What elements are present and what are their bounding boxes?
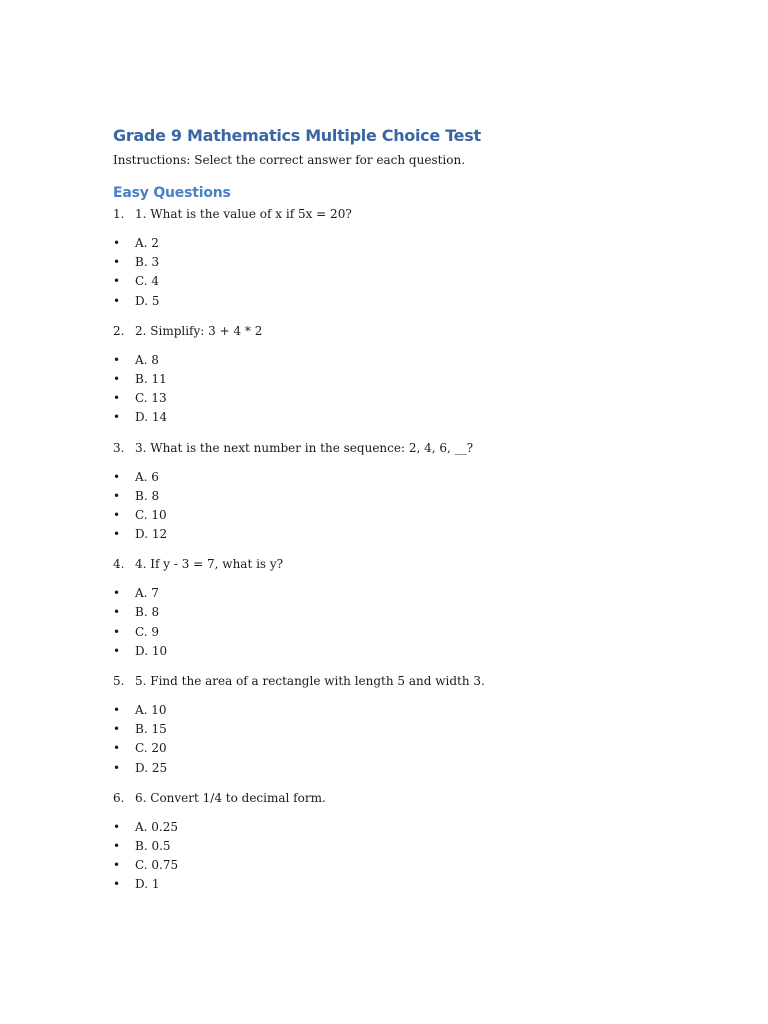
question-text: 1. What is the value of x if 5x = 20? xyxy=(135,207,352,221)
option-item xyxy=(113,603,673,622)
option-item xyxy=(113,487,673,506)
bullet-icon: • xyxy=(113,703,121,717)
option-label: B. 3 xyxy=(135,255,160,270)
bullet-icon: • xyxy=(113,877,121,892)
option-label: D. 1 xyxy=(135,877,160,892)
bullet-icon: • xyxy=(113,507,121,522)
option-list xyxy=(113,701,673,778)
option-label: B. 8 xyxy=(135,488,160,503)
bullet-icon: • xyxy=(113,371,121,386)
question-block-6 xyxy=(113,788,673,895)
option-item xyxy=(113,370,673,389)
bullet-icon: • xyxy=(113,643,121,658)
option-label: D. 25 xyxy=(135,760,168,775)
bullet-icon: • xyxy=(113,858,121,873)
option-item xyxy=(113,759,673,778)
option-label: B. 0.5 xyxy=(135,838,171,853)
bullet-icon: • xyxy=(113,838,121,853)
bullet-icon: • xyxy=(113,624,121,639)
question-number: 3. xyxy=(113,440,125,455)
question-number: 6. xyxy=(113,790,125,805)
question-number: 4. xyxy=(113,557,125,572)
option-item xyxy=(113,642,673,661)
option-label: A. 7 xyxy=(135,586,159,601)
bullet-icon: • xyxy=(113,819,121,834)
question-block-5 xyxy=(113,671,673,778)
bullet-icon: • xyxy=(113,488,121,503)
document-title: Grade 9 Mathematics Multiple Choice Test xyxy=(113,126,481,145)
bullet-icon: • xyxy=(113,469,121,484)
document-page xyxy=(113,124,673,905)
option-label: C. 0.75 xyxy=(135,858,179,873)
question-3 xyxy=(113,438,673,458)
option-item xyxy=(113,837,673,856)
bullet-icon: • xyxy=(113,586,121,601)
option-label: C. 10 xyxy=(135,507,167,522)
option-label: B. 15 xyxy=(135,722,167,737)
bullet-icon: • xyxy=(113,274,121,289)
question-block-2 xyxy=(113,321,673,428)
question-text: 5. Find the area of a rectangle with length 5 and width 3. xyxy=(135,674,485,688)
bullet-icon: • xyxy=(113,255,121,270)
question-list xyxy=(113,204,673,895)
option-list xyxy=(113,234,673,311)
option-label: B. 8 xyxy=(135,605,160,620)
option-item xyxy=(113,701,673,720)
bullet-icon: • xyxy=(113,410,121,425)
question-6 xyxy=(113,788,673,808)
bullet-icon: • xyxy=(113,293,121,308)
option-label: C. 20 xyxy=(135,741,167,756)
question-block-1 xyxy=(113,204,673,311)
question-5 xyxy=(113,671,673,691)
bullet-icon: • xyxy=(113,391,121,406)
option-label: C. 13 xyxy=(135,391,167,406)
bullet-icon: • xyxy=(113,527,121,542)
question-text: 4. If y - 3 = 7, what is y? xyxy=(135,557,284,572)
option-list xyxy=(113,818,673,895)
question-number: 2. xyxy=(113,323,125,338)
option-item xyxy=(113,351,673,370)
bullet-icon: • xyxy=(113,605,121,620)
bullet-icon: • xyxy=(113,760,121,775)
question-text: 2. Simplify: 3 + 4 * 2 xyxy=(135,323,263,338)
bullet-icon: • xyxy=(113,741,121,756)
option-label: D. 10 xyxy=(135,643,168,658)
option-label: D. 14 xyxy=(135,410,168,425)
question-number: 5. xyxy=(113,674,125,688)
option-label: A. 2 xyxy=(135,236,159,250)
instructions-text: Instructions: Select the correct answer for each question. xyxy=(113,153,466,167)
question-block-3 xyxy=(113,438,673,545)
question-2 xyxy=(113,321,673,341)
option-item xyxy=(113,875,673,894)
option-item xyxy=(113,272,673,291)
option-label: D. 5 xyxy=(135,293,160,308)
section-heading-easy: Easy Questions xyxy=(113,185,231,201)
bullet-icon: • xyxy=(113,352,121,367)
option-label: A. 6 xyxy=(135,469,159,484)
option-item xyxy=(113,739,673,758)
option-label: A. 0.25 xyxy=(135,819,179,834)
option-list xyxy=(113,584,673,661)
bullet-icon: • xyxy=(113,236,121,250)
option-list xyxy=(113,351,673,428)
option-item xyxy=(113,584,673,603)
question-4 xyxy=(113,554,673,574)
option-item xyxy=(113,292,673,311)
option-item xyxy=(113,525,673,544)
option-item xyxy=(113,506,673,525)
option-label: B. 11 xyxy=(135,371,167,386)
bullet-icon: • xyxy=(113,722,121,737)
option-label: A. 8 xyxy=(135,352,159,367)
question-text: 3. What is the next number in the sequence: 2, 4, 6, __? xyxy=(135,440,474,455)
option-item xyxy=(113,408,673,427)
option-item xyxy=(113,468,673,487)
option-item xyxy=(113,818,673,837)
question-1 xyxy=(113,204,673,224)
option-list xyxy=(113,468,673,545)
option-label: C. 4 xyxy=(135,274,160,289)
question-block-4 xyxy=(113,554,673,661)
option-label: C. 9 xyxy=(135,624,160,639)
option-item xyxy=(113,856,673,875)
option-item xyxy=(113,389,673,408)
option-item xyxy=(113,623,673,642)
question-number: 1. xyxy=(113,207,125,221)
option-label: D. 12 xyxy=(135,527,168,542)
option-item xyxy=(113,234,673,253)
option-label: A. 10 xyxy=(135,703,167,717)
option-item xyxy=(113,253,673,272)
question-text: 6. Convert 1/4 to decimal form. xyxy=(135,790,326,805)
option-item xyxy=(113,720,673,739)
